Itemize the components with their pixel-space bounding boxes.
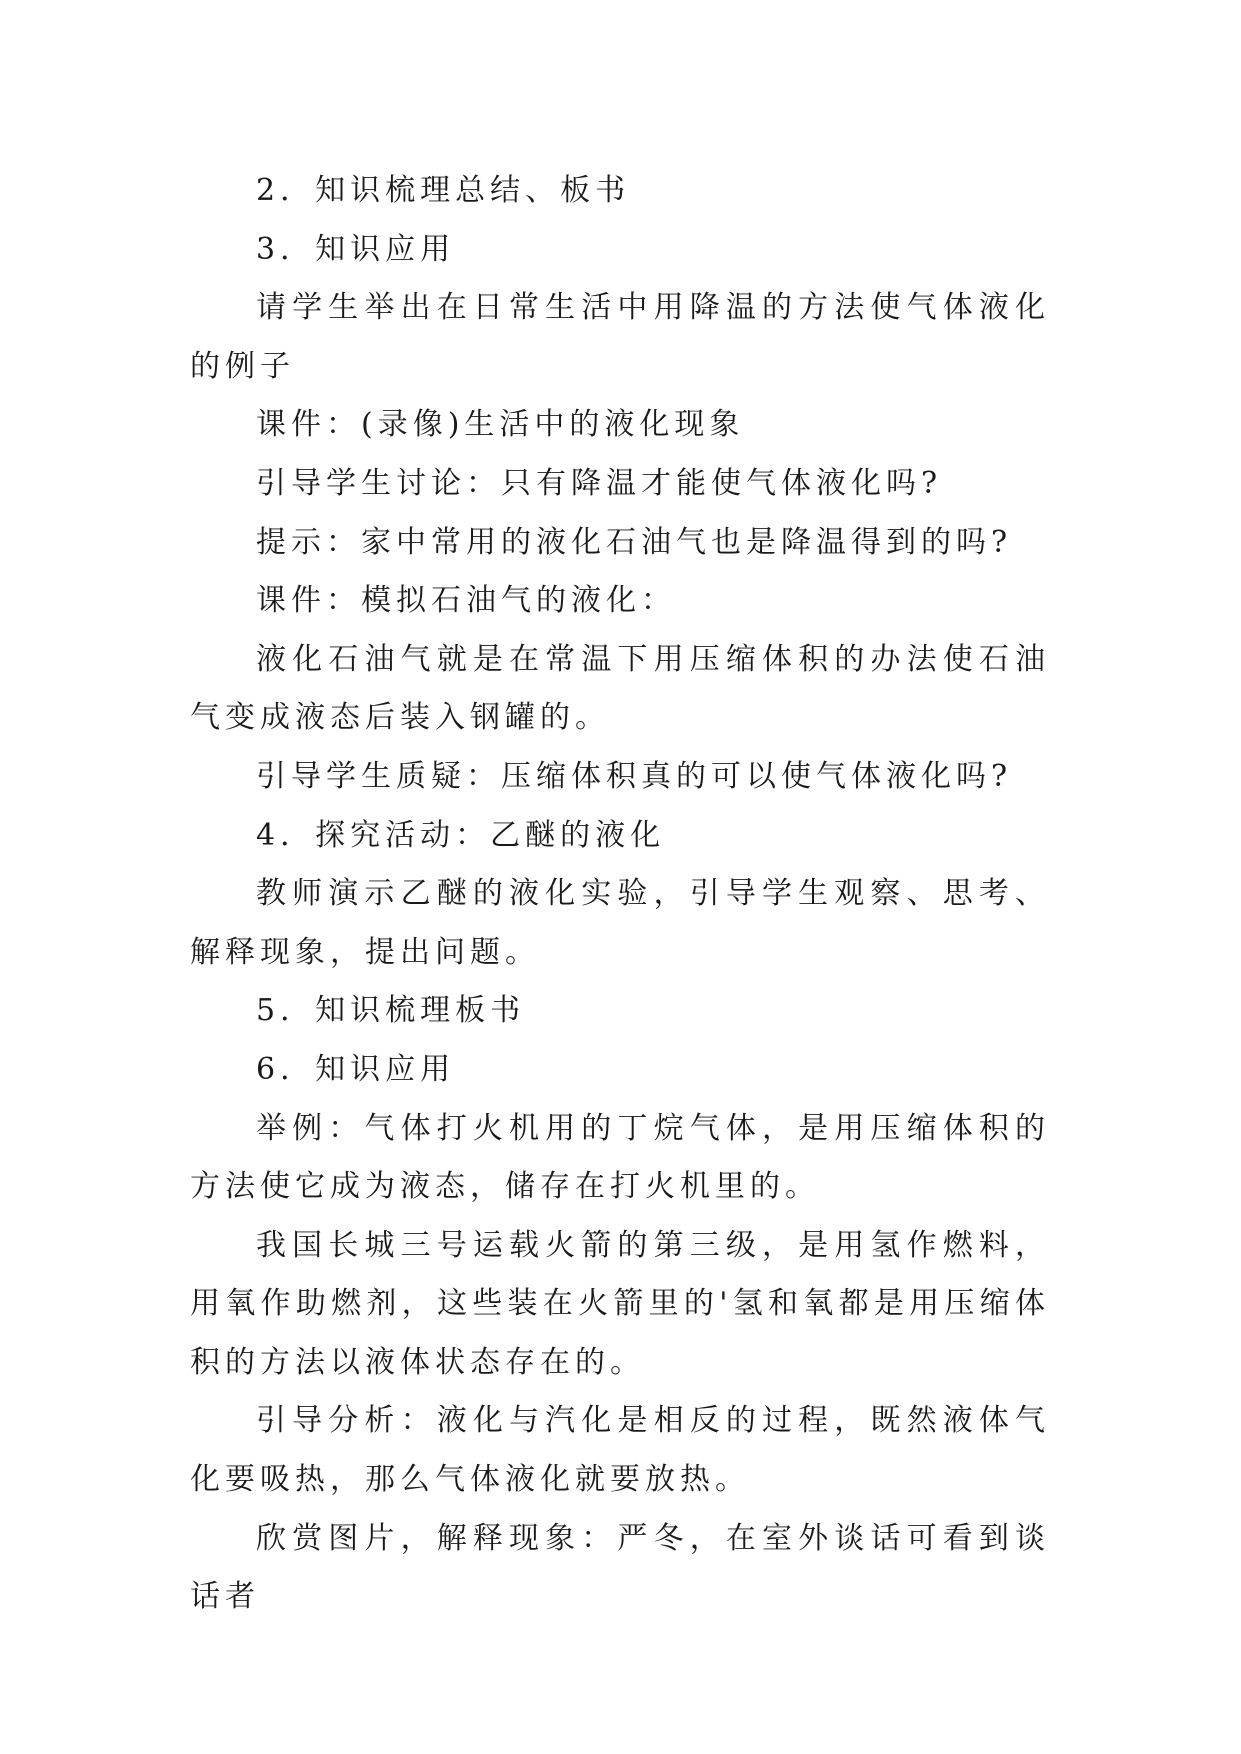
paragraph-guide-discussion: 引导学生讨论：只有降温才能使气体液化吗? bbox=[256, 465, 943, 501]
paragraph-knowledge-application-6: 6．知识应用 bbox=[256, 1051, 456, 1087]
paragraph-courseware-simulation: 课件：模拟石油气的液化： bbox=[256, 583, 676, 619]
paragraph-student-examples: 请学生举出在日常生活中用降温的方法使气体液化的例子 bbox=[190, 290, 1050, 384]
paragraph-courseware-video: 课件：(录像)生活中的液化现象 bbox=[256, 407, 745, 443]
paragraph-hint: 提示：家中常用的液化石油气也是降温得到的吗? bbox=[256, 524, 1013, 560]
paragraph-knowledge-summary: 2．知识梳理总结、板书 bbox=[256, 173, 631, 208]
paragraph-lpg-explanation: 液化石油气就是在常温下用压缩体积的办法使石油气变成液态后装入钢罐的。 bbox=[190, 641, 1050, 736]
paragraph-lighter-example: 举例：气体打火机用的丁烷气体，是用压缩体积的方法使它成为液态，储存在打火机里的。 bbox=[190, 1110, 1050, 1205]
paragraph-inquiry-activity: 4．探究活动：乙醚的液化 bbox=[256, 817, 666, 853]
paragraph-teacher-demo: 教师演示乙醚的液化实验，引导学生观察、思考、解释现象，提出问题。 bbox=[190, 876, 1050, 970]
document-page bbox=[190, 162, 1050, 1627]
paragraph-picture-explanation: 欣赏图片，解释现象：严冬，在室外谈话可看到谈话者 bbox=[190, 1520, 1050, 1615]
paragraph-guide-analysis: 引导分析：液化与汽化是相反的过程，既然液体气化要吸热，那么气体液化就要放热。 bbox=[190, 1403, 1050, 1498]
paragraph-guide-question: 引导学生质疑：压缩体积真的可以使气体液化吗? bbox=[256, 758, 1013, 794]
paragraph-knowledge-board: 5．知识梳理板书 bbox=[256, 993, 526, 1029]
paragraph-knowledge-application-3: 3．知识应用 bbox=[256, 231, 456, 267]
paragraph-rocket-example: 我国长城三号运载火箭的第三级，是用氢作燃料，用氧作助燃剂，这些装在火箭里的'氢和氧都是用压缩体积的方法以液体状态存在的。 bbox=[190, 1227, 1050, 1380]
